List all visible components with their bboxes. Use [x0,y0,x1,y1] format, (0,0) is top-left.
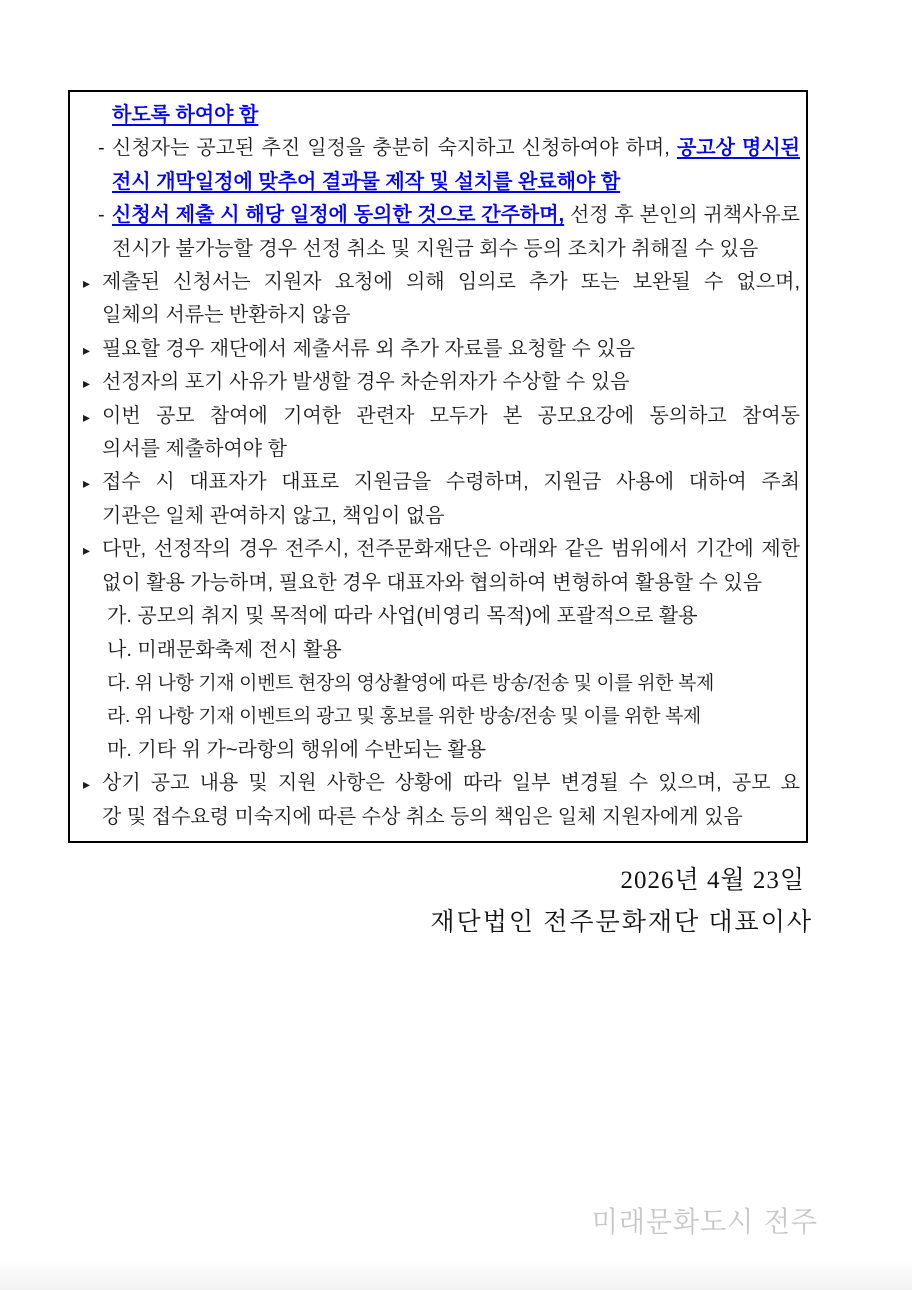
arrow-bullet-icon: ▸ [83,542,91,559]
text-line [70,99,800,132]
text-line [70,634,800,667]
body-text: 다만, 선정작의 경우 전주시, 전주문화재단은 아래와 같은 범위에서 기간에 제한 [102,538,800,561]
body-text: 접수 시 대표자가 대표로 지원금을 수령하며, 지원금 사용에 대하여 주최 [102,471,800,494]
body-text: 상기 공고 내용 및 지원 사항은 상황에 따라 일부 변경될 수 있으며, 공모 요 [102,772,800,795]
body-text: 선정자의 포기 사유가 발생할 경우 차순위자가 수상할 수 있음 [102,371,630,394]
text-line [70,400,800,433]
body-text: 라. 위 나항 기재 이벤트의 광고 및 홍보를 위한 방송/전송 및 이를 위한 복제 [107,706,701,728]
text-line [70,600,800,633]
arrow-bullet-icon: ▸ [83,475,91,492]
body-text: 전시가 불가능할 경우 선정 취소 및 지원금 회수 등의 조치가 취해질 수 있음 [112,237,759,260]
closing-block [430,860,813,944]
text-line [70,333,800,366]
dash-bullet-icon: - [98,137,105,160]
text-line [70,801,800,834]
text-line [70,767,800,800]
body-text: 다. 위 나항 기재 이벤트 현장의 영상촬영에 따른 방송/전송 및 이를 위한 복제 [107,672,714,694]
text-line [70,667,800,700]
body-text: 나. 미래문화축제 전시 활용 [107,638,342,661]
text-line [70,132,800,165]
document-signer: 재단법인 전주문화재단 대표이사 [430,909,813,936]
body-text: 선정 후 본인의 귀책사유로 [564,204,800,227]
text-line [70,266,800,299]
arrow-bullet-icon: ▸ [83,408,91,425]
body-text: 신청자는 공고된 추진 일정을 충분히 숙지하고 신청하여야 하며, [112,137,677,160]
body-text: 없이 활용 가능하며, 필요한 경우 대표자와 협의하여 변형하여 활용할 수 있음 [102,571,763,594]
body-text: 이번 공모 참여에 기여한 관련자 모두가 본 공모요강에 동의하고 참여동 [102,404,800,427]
emphasis-text: 신청서 제출 시 해당 일정에 동의한 것으로 간주하며, [112,204,565,227]
text-line [70,299,800,332]
dash-bullet-icon: - [98,204,105,227]
text-line [70,734,800,767]
arrow-bullet-icon: ▸ [83,776,91,793]
text-line [70,366,800,399]
text-line [70,166,800,199]
text-line [70,500,800,533]
document-date: 2026년 4월 23일 [620,867,805,894]
body-text: 의서를 제출하여야 함 [102,438,287,461]
page-bottom-edge [0,1260,912,1290]
body-text: 제출된 신청서는 지원자 요청에 의해 임의로 추가 또는 보완될 수 없으며, [102,271,800,294]
body-text: 마. 기타 위 가~라항의 행위에 수반되는 활용 [107,738,487,761]
text-line [70,199,800,232]
body-text: 기관은 일체 관여하지 않고, 책임이 없음 [102,504,445,527]
city-brand-watermark: 미래문화도시 전주 [591,1206,818,1239]
text-line [70,700,800,733]
emphasis-text: 하도록 하여야 함 [112,104,259,126]
text-line [70,533,800,566]
body-text: 강 및 접수요령 미숙지에 따른 수상 취소 등의 책임은 일체 지원자에게 있음 [102,805,743,828]
text-line [70,233,800,266]
emphasis-text: 공고상 명시된 [676,137,800,160]
body-text: 가. 공모의 취지 및 목적에 따라 사업(비영리 목적)에 포괄적으로 활용 [107,605,698,628]
emphasis-text: 전시 개막일정에 맞추어 결과물 제작 및 설치를 완료해야 함 [112,170,621,193]
body-text: 필요할 경우 재단에서 제출서류 외 추가 자료를 요청할 수 있음 [102,337,636,360]
arrow-bullet-icon: ▸ [83,341,91,358]
arrow-bullet-icon: ▸ [83,375,91,392]
text-line [70,466,800,499]
body-text: 일체의 서류는 반환하지 않음 [102,304,351,327]
text-line [70,567,800,600]
notice-box [68,90,808,843]
text-line [70,433,800,466]
arrow-bullet-icon: ▸ [83,275,91,292]
